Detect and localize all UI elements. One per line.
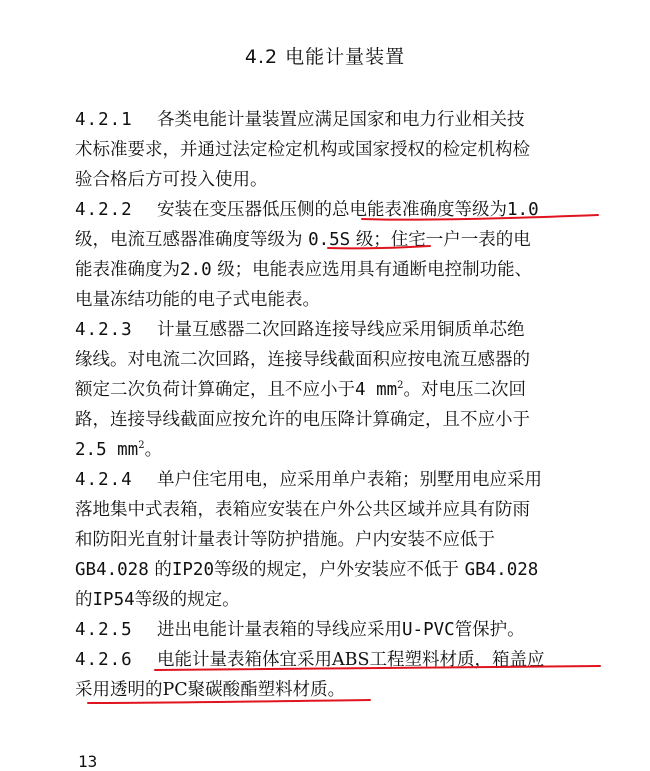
standard-code: GB4.028 — [464, 560, 539, 580]
clause-text: 的 — [75, 590, 93, 610]
clause-text: 路，连接导线截面应按允许的电压降计算确定，且不应小于 — [75, 410, 530, 430]
clause-4-2-6-line-1 — [75, 648, 545, 674]
standard-code: GB4.028 — [75, 560, 149, 580]
superscript: 2 — [397, 380, 404, 391]
page-number: 13 — [78, 752, 98, 771]
clause-text: 能表准确度为 — [75, 260, 180, 280]
clause-4-2-4-line-3 — [75, 528, 495, 554]
clause-4-2-3-line-2 — [75, 348, 530, 374]
clause-4-2-2-line-2 — [75, 228, 531, 254]
clause-4-2-2-line-4 — [75, 288, 320, 314]
clause-4-2-5-line-1 — [75, 618, 525, 644]
clause-text: 各类电能计量装置应满足国家和电力行业相关技 — [157, 110, 525, 130]
clause-text: 管保护。 — [454, 620, 525, 640]
section-title: 4.2 电能计量装置 — [244, 46, 406, 68]
clause-text: 电量冻结功能的电子式电能表。 — [75, 290, 320, 310]
clause-text: 的 — [154, 560, 172, 580]
clause-text: 采用透明的PC聚碳酸酯塑料材质。 — [75, 680, 346, 700]
clause-text: 等级的规定，户外安装应不低于 — [214, 560, 459, 580]
clause-4-2-4-line-1 — [75, 468, 542, 494]
clause-4-2-1-line-1 — [75, 108, 525, 134]
clause-4-2-2-line-3 — [75, 258, 532, 284]
protection-grade: IP54 — [92, 590, 135, 610]
clause-4-2-4-line-5 — [75, 588, 240, 614]
clause-text: 级，电流互感器准确度等级为 — [75, 230, 303, 250]
clause-number: 4.2.2 — [75, 200, 133, 220]
pipe-type: U-PVC — [402, 620, 455, 640]
superscript: 2 — [138, 440, 145, 451]
clause-text: 和防阳光直射计量表计等防护措施。户内安装不应低于 — [75, 530, 495, 550]
clause-text: 进出电能计量表箱的导线应采用 — [157, 620, 402, 640]
clause-text: 额定二次负荷计算确定，且不应小于 — [75, 380, 355, 400]
clause-text: 。对电压二次回 — [403, 380, 527, 400]
clause-number: 4.2.4 — [75, 470, 133, 490]
clause-text: 安装在变压器低压侧的总电能表准确度等级为 — [157, 200, 507, 220]
clause-4-2-2-line-1 — [75, 198, 539, 224]
clause-4-2-4-line-2 — [75, 498, 530, 524]
protection-grade: IP20 — [171, 560, 214, 580]
accuracy-class: 1.0 — [507, 200, 539, 220]
clause-text: 。 — [144, 440, 163, 460]
clause-text: 级；电能表应选用具有通断电控制功能、 — [217, 260, 533, 280]
cross-section-value: 2.5 mm — [75, 440, 139, 460]
clause-text: 单户住宅用电，应采用单户表箱；别墅用电应采用 — [157, 470, 542, 490]
clause-4-2-1-line-3 — [75, 168, 268, 194]
clause-text: 电能计量表箱体宜采用ABS工程塑料材质，箱盖应 — [157, 650, 545, 670]
clause-4-2-6-line-2 — [75, 678, 345, 704]
clause-text: 验合格后方可投入使用。 — [75, 170, 268, 190]
clause-4-2-1-line-2 — [75, 138, 530, 164]
clause-number: 4.2.6 — [75, 650, 133, 670]
accuracy-class: 0.5S — [308, 230, 351, 250]
cross-section-value: 4 mm — [355, 380, 398, 400]
accuracy-class: 2.0 — [180, 260, 212, 280]
clause-text: 计量互感器二次回路连接导线应采用铜质单芯绝 — [157, 320, 525, 340]
clause-4-2-4-line-4 — [75, 558, 538, 584]
clause-text: 等级的规定。 — [134, 590, 240, 610]
clause-number: 4.2.1 — [75, 110, 133, 130]
clause-4-2-3-line-1 — [75, 318, 525, 344]
clause-4-2-3-line-5 — [75, 438, 162, 464]
clause-text: 级；住宅一户一表的电 — [355, 230, 531, 250]
clause-number: 4.2.5 — [75, 620, 133, 640]
clause-4-2-3-line-4 — [75, 408, 530, 434]
clause-text: 缘线。对电流二次回路，连接导线截面积应按电流互感器的 — [75, 350, 530, 370]
clause-4-2-3-line-3 — [75, 378, 526, 404]
clause-text: 落地集中式表箱，表箱应安装在户外公共区域并应具有防雨 — [75, 500, 530, 520]
clause-text: 术标准要求，并通过法定检定机构或国家授权的检定机构检 — [75, 140, 530, 160]
clause-number: 4.2.3 — [75, 320, 133, 340]
